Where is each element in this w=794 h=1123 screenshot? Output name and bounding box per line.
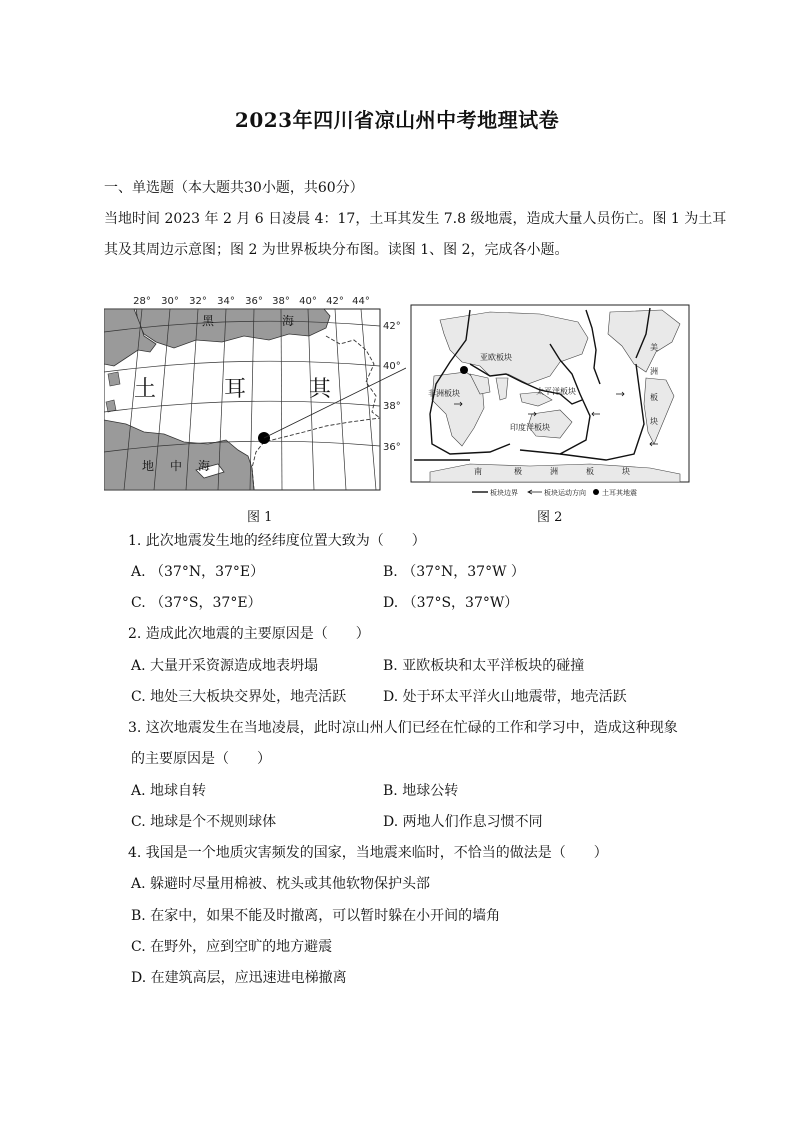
question-4-option-c[interactable]: C. 在野外，应到空旷的地方避震 bbox=[131, 939, 333, 955]
mediterranean-label: 海 bbox=[198, 459, 211, 473]
question-4-option-a[interactable]: A. 躲避时尽量用棉被、枕头或其他软物保护头部 bbox=[131, 876, 431, 892]
section-heading: 一、单选题（本大题共30小题，共60分） bbox=[104, 180, 364, 196]
plate-label-american: 美 bbox=[650, 343, 658, 352]
country-label: 耳 bbox=[224, 377, 247, 402]
plate-label-american: 洲 bbox=[650, 367, 658, 376]
question-1-option-a[interactable]: A. （37°N，37°E） bbox=[131, 564, 265, 580]
plate-label-eurasian: 亚欧板块 bbox=[480, 353, 512, 362]
plate-label-antarctic: 南 bbox=[474, 467, 482, 476]
plate-label-indo: 印度洋板块 bbox=[510, 423, 550, 432]
lon-label: 30° bbox=[161, 296, 179, 307]
lat-label: 36° bbox=[383, 442, 401, 453]
question-1-stem: 1. 此次地震发生地的经纬度位置大致为（ ） bbox=[128, 533, 426, 549]
question-3-option-d[interactable]: D. 两地人们作息习惯不同 bbox=[383, 814, 543, 830]
plate-label-american: 块 bbox=[650, 417, 658, 426]
question-2-option-a[interactable]: A. 大量开采资源造成地表坍塌 bbox=[131, 658, 319, 674]
quake-dot bbox=[460, 366, 468, 374]
plate-label-antarctic: 洲 bbox=[550, 467, 558, 476]
question-2-option-c[interactable]: C. 地处三大板块交界处，地壳活跃 bbox=[131, 689, 347, 705]
lon-label: 38° bbox=[272, 296, 290, 307]
question-1-option-c[interactable]: C. （37°S，37°E） bbox=[131, 595, 262, 611]
question-2-option-b[interactable]: B. 亚欧板块和太平洋板块的碰撞 bbox=[383, 658, 585, 674]
lat-label: 40° bbox=[383, 361, 401, 372]
question-2-option-d[interactable]: D. 处于环太平洋火山地震带，地壳活跃 bbox=[383, 689, 627, 705]
mediterranean-label: 地 bbox=[142, 459, 155, 473]
plate-label-antarctic: 块 bbox=[622, 467, 630, 476]
question-4-option-d[interactable]: D. 在建筑高层，应迅速进电梯撤离 bbox=[131, 970, 347, 986]
figure-2-plate-map bbox=[410, 304, 690, 500]
plate-label-antarctic: 板 bbox=[586, 467, 594, 476]
question-3-option-a[interactable]: A. 地球自转 bbox=[131, 783, 207, 799]
question-3-stem-line-2: 的主要原因是（ ） bbox=[131, 751, 271, 767]
lon-label: 42° bbox=[326, 296, 344, 307]
question-1-option-d[interactable]: D. （37°S，37°W） bbox=[383, 595, 519, 611]
lon-label: 36° bbox=[245, 296, 263, 307]
plate-label-pacific: 太平洋板块 bbox=[536, 387, 576, 396]
lat-label: 38° bbox=[383, 401, 401, 412]
question-4-option-b[interactable]: B. 在家中，如果不能及时撤离，可以暂时躲在小开间的墙角 bbox=[131, 908, 501, 924]
intro-line-2: 其及其周边示意图；图 2 为世界板块分布图。读图 1、图 2，完成各小题。 bbox=[104, 242, 569, 258]
lon-label: 28° bbox=[133, 296, 151, 307]
question-4-stem: 4. 我国是一个地质灾害频发的国家，当地震来临时，不恰当的做法是（ ） bbox=[128, 845, 608, 861]
country-label: 其 bbox=[309, 377, 332, 402]
plate-label-antarctic: 极 bbox=[514, 467, 522, 476]
intro-line-1: 当地时间 2023 年 2 月 6 日凌晨 4：17，土耳其发生 7.8 级地震，造成大量人员伤亡。图 1 为土耳 bbox=[104, 211, 727, 227]
question-3-option-c[interactable]: C. 地球是个不规则球体 bbox=[131, 814, 277, 830]
figure-1-map bbox=[104, 292, 406, 498]
lon-label: 32° bbox=[189, 296, 207, 307]
plate-label-american: 板 bbox=[650, 393, 658, 402]
lon-label: 40° bbox=[299, 296, 317, 307]
lon-label: 44° bbox=[352, 296, 370, 307]
figure-1-caption: 图 1 bbox=[247, 510, 273, 525]
question-3-option-b[interactable]: B. 地球公转 bbox=[383, 783, 459, 799]
figure-2-caption: 图 2 bbox=[537, 510, 563, 525]
plate-label-african: 非洲板块 bbox=[428, 389, 460, 398]
black-sea-label: 海 bbox=[282, 314, 295, 328]
page-title: 2023年四川省凉山州中考地理试卷 bbox=[234, 108, 560, 132]
mediterranean-label: 中 bbox=[170, 459, 183, 473]
lon-label: 34° bbox=[217, 296, 235, 307]
question-1-option-b[interactable]: B. （37°N，37°W ） bbox=[383, 564, 525, 580]
legend-movement: 板块运动方向 bbox=[544, 489, 586, 497]
country-label: 土 bbox=[134, 377, 157, 402]
question-3-stem-line-1: 3. 这次地震发生在当地凌晨，此时凉山州人们已经在忙碌的工作和学习中，造成这种现象 bbox=[128, 720, 678, 736]
black-sea-label: 黑 bbox=[202, 314, 215, 328]
legend-quake: 土耳其地震 bbox=[602, 489, 637, 497]
legend-boundary: 板块边界 bbox=[490, 489, 518, 497]
question-2-stem: 2. 造成此次地震的主要原因是（ ） bbox=[128, 626, 370, 642]
lat-label: 42° bbox=[383, 321, 401, 332]
